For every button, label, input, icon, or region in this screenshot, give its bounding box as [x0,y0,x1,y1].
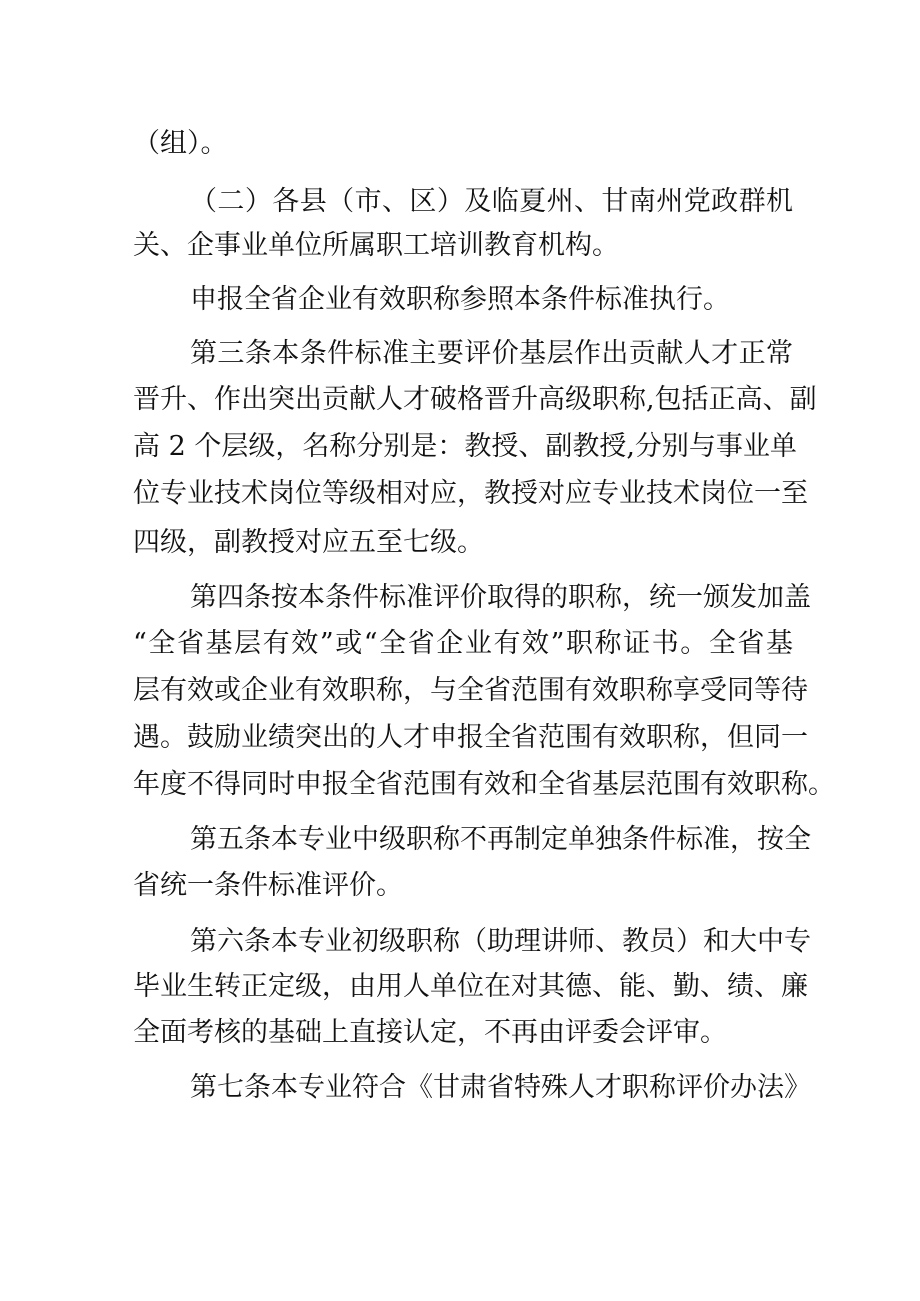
text-line: 晋升、作出突出贡献人才破格晋升高级职称,包括正高、副 [133,384,817,415]
text-line: 层有效或企业有效职称，与全省范围有效职称享受同等待 [133,675,808,706]
text-line: 全面考核的基础上直接认定，不再由评委会评审。 [133,1017,727,1048]
text-line: 申报全省企业有效职称参照本条件标准执行。 [190,284,730,315]
text-line: （组）。 [133,128,228,159]
text-line: （二）各县（市、区）及临夏州、甘南州党政群机 [190,186,793,217]
text-line: 关、企事业单位所属职工培训教育机构。 [133,230,619,261]
text-line: 毕业生转正定级，由用人单位在对其德、能、勤、绩、廉 [133,971,808,1002]
text-line: 第五条本专业中级职称不再制定单独条件标准，按全 [190,824,811,855]
text-line: 年度不得同时申报全省范围有效和全省基层范围有效职称。 [133,769,835,800]
text-line: 第六条本专业初级职称（助理讲师、教员）和大中专 [190,926,811,957]
text-line: 位专业技术岗位等级相对应，教授对应专业技术岗位一至 [133,478,808,509]
text-line: “全省基层有效”或“全省企业有效”职称证书。全省基 [133,628,793,659]
text-line: 高 2 个层级，名称分别是：教授、副教授,分别与事业单 [133,431,797,462]
text-line: 第七条本专业符合《甘肃省特殊人才职称评价办法》 [190,1072,811,1103]
text-line: 遇。鼓励业绩突出的人才申报全省范围有效职称，但同一 [133,722,808,753]
text-line: 省统一条件标准评价。 [133,870,403,901]
text-line: 第四条按本条件标准评价取得的职称，统一颁发加盖 [190,582,811,613]
text-line: 四级，副教授对应五至七级。 [133,527,484,558]
text-line: 第三条本条件标准主要评价基层作出贡献人才正常 [190,338,793,369]
